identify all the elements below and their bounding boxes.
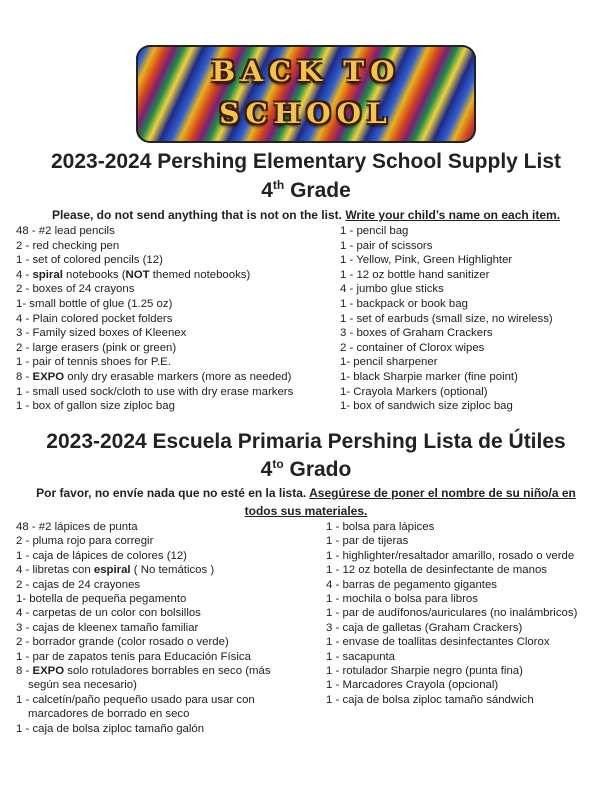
supply-item-text: notebooks ( [62,268,126,281]
spanish-title: 2023-2024 Escuela Primaria Pershing Lista de Útiles [46,430,566,453]
supply-item [16,578,271,592]
supply-item: 1- pencil sharpener [340,356,438,369]
grade-suffix: th [272,178,285,192]
supply-item-text: themed notebooks) [149,268,251,281]
spanish-grade-heading [0,457,612,482]
supply-item [16,549,271,563]
supply-item: 1- Crayola Markers (optional) [340,385,488,398]
supply-item: 1 - bolsa para lápices [326,521,435,533]
supply-item: 1 - pencil bag [340,225,409,237]
supply-item: 4 - barras de pegamento gigantes [326,578,497,591]
banner-line-2: SCHOOL [219,97,393,130]
supply-item-text: 4 - Plain colored pocket folders [16,312,173,325]
supply-item: 1 - par de tijeras [326,535,409,548]
supply-item [16,341,293,356]
supply-item-text: 3 - cajas de kleenex tamaño familiar [16,621,199,634]
supply-item [16,722,271,736]
supply-item [16,707,271,721]
supply-item: 1 - pair of scissors [340,239,433,252]
english-instructions [30,206,582,224]
supply-item [16,399,293,414]
english-supply-list-left [16,224,293,414]
supply-item-text: 48 - #2 lead pencils [16,225,115,237]
instructions-underlined: Write your child’s name on each item. [345,208,561,222]
supply-item-text: 3 - Family sized boxes of Kleenex [16,327,187,340]
supply-item [16,621,271,635]
supply-item: 1- black Sharpie marker (fine point) [340,370,518,383]
english-grade-heading [0,178,612,203]
supply-item: 1 - par de audífonos/auriculares (no inalámbricos) [326,607,578,620]
supply-item-text: 8 - [16,370,33,383]
grade-number: 4 [261,179,273,202]
banner-line-1: BACK TO [211,55,401,88]
supply-item-text: 1 - caja de lápices de colores (12) [16,549,187,562]
supply-item [16,253,293,268]
supply-item [16,312,293,327]
instructions-text: Please, do not send anything that is not on the list. [51,208,346,222]
supply-item-text: 2 - red checking pen [16,239,120,252]
supply-item [16,678,271,692]
supply-item [16,693,271,707]
supply-item: 1 - sacapunta [326,650,396,663]
supply-item: 3 - boxes of Graham Crackers [340,327,493,340]
supply-item-text: 1- small bottle of glue (1.25 oz) [16,297,173,310]
supply-item-text: 1 - box of gallon size ziploc bag [16,400,175,413]
supply-item-text: 1 - small used sock/cloth to use with dry erase markers [16,385,294,398]
english-title: 2023-2024 Pershing Elementary School Supply List [50,150,562,173]
supply-item-emphasis: EXPO [32,665,65,678]
supply-item-text: 8 - [16,665,33,678]
supply-item [16,520,271,534]
grade-word: Grade [290,179,351,202]
supply-item [16,297,293,312]
supply-item [16,563,271,577]
supply-item: 1 - highlighter/resaltador amarillo, rosado o verde [326,549,575,562]
supply-item [16,635,271,649]
supply-item-text: 4 - libretas con [16,564,94,577]
spanish-supply-list-right [326,520,577,707]
supply-item: 1 - set of earbuds (small size, no wireless) [340,312,553,325]
supply-item: 1 - backpack or book bag [340,297,468,310]
supply-item [16,282,293,297]
supply-item-text: 2 - large erasers (pink or green) [16,341,177,354]
supply-item-text: ( No temáticos ) [130,564,215,577]
supply-item-text: 4 - carpetas de un color con bolsillos [16,607,201,620]
supply-item-text: 1 - calcetín/paño pequeño usado para usar con [16,693,255,706]
grade-number: 4 [260,458,273,481]
instructions-text: Por favor, no envíe nada que no esté en la lista. [36,486,310,500]
supply-item [16,370,293,385]
supply-item-emphasis: EXPO [32,370,65,383]
supply-item-emphasis: NOT [125,268,150,281]
supply-item-text: 2 - pluma rojo para corregir [16,535,154,548]
supply-item [16,664,271,678]
supply-item: 1 - mochila o bolsa para libros [326,593,478,606]
grade-suffix: to [272,457,284,471]
supply-item [16,592,271,606]
spanish-instructions [30,484,582,520]
supply-item-emphasis: spiral [32,268,63,281]
supply-item-text: 1 - par de zapatos tenis para Educación Física [16,650,251,663]
supply-item-text: 2 - borrador grande (color rosado o verde) [16,636,229,649]
supply-item: 1 - 12 oz bottle hand sanitizer [340,268,490,281]
supply-item-text: 1 - set of colored pencils (12) [16,254,163,267]
supply-item [16,239,293,254]
supply-item: 1- box of sandwich size ziploc bag [340,400,513,413]
supply-item-text: 1 - caja de bolsa ziploc tamaño galón [16,722,205,735]
supply-item [16,268,293,283]
supply-item: 1 - Marcadores Crayola (opcional) [326,679,499,692]
supply-item-continuation: marcadores de borrado en seco [28,708,190,721]
supply-item-text: 1- botella de pequeña pegamento [16,593,187,606]
supply-item-text: solo rotuladores borrables en seco (más [64,665,271,678]
supply-item [16,385,293,400]
supply-item-text: 4 - [16,268,33,281]
supply-item-continuation: según sea necesario) [28,679,137,692]
supply-item: 1 - caja de bolsa ziploc tamaño sándwich [326,693,534,706]
supply-item-text: 2 - boxes of 24 crayons [16,283,135,296]
supply-item [16,224,293,239]
supply-item: 1 - envase de toallitas desinfectantes Clorox [326,636,550,649]
supply-item [16,326,293,341]
supply-item [16,606,271,620]
supply-item-text: only dry erasable markers (more as needed) [64,370,292,383]
spanish-supply-list-left [16,520,271,736]
supply-item: 1 - 12 oz botella de desinfectante de manos [326,564,547,577]
supply-item [16,355,293,370]
supply-item: 1 - rotulador Sharpie negro (punta fina) [326,665,523,678]
supply-item: 2 - container of Clorox wipes [340,341,485,354]
supply-item-emphasis: espiral [93,564,131,577]
supply-item: 1 - Yellow, Pink, Green Highlighter [340,254,513,267]
supply-item: 4 - jumbo glue sticks [340,283,444,296]
supply-item: 3 - caja de galletas (Graham Crackers) [326,621,523,634]
instructions-underlined: Asegúrese de poner el nombre de su niño/a en todos sus materiales. [244,486,576,518]
grade-word: Grado [289,458,352,481]
supply-item-text: 1 - pair of tennis shoes for P.E. [16,356,171,369]
supply-item-text: 2 - cajas de 24 crayones [16,578,141,591]
back-to-school-banner [136,45,476,143]
supply-item [16,650,271,664]
supply-item-text: 48 - #2 lápices de punta [16,521,138,533]
supply-item [16,534,271,548]
english-supply-list-right [340,224,553,414]
